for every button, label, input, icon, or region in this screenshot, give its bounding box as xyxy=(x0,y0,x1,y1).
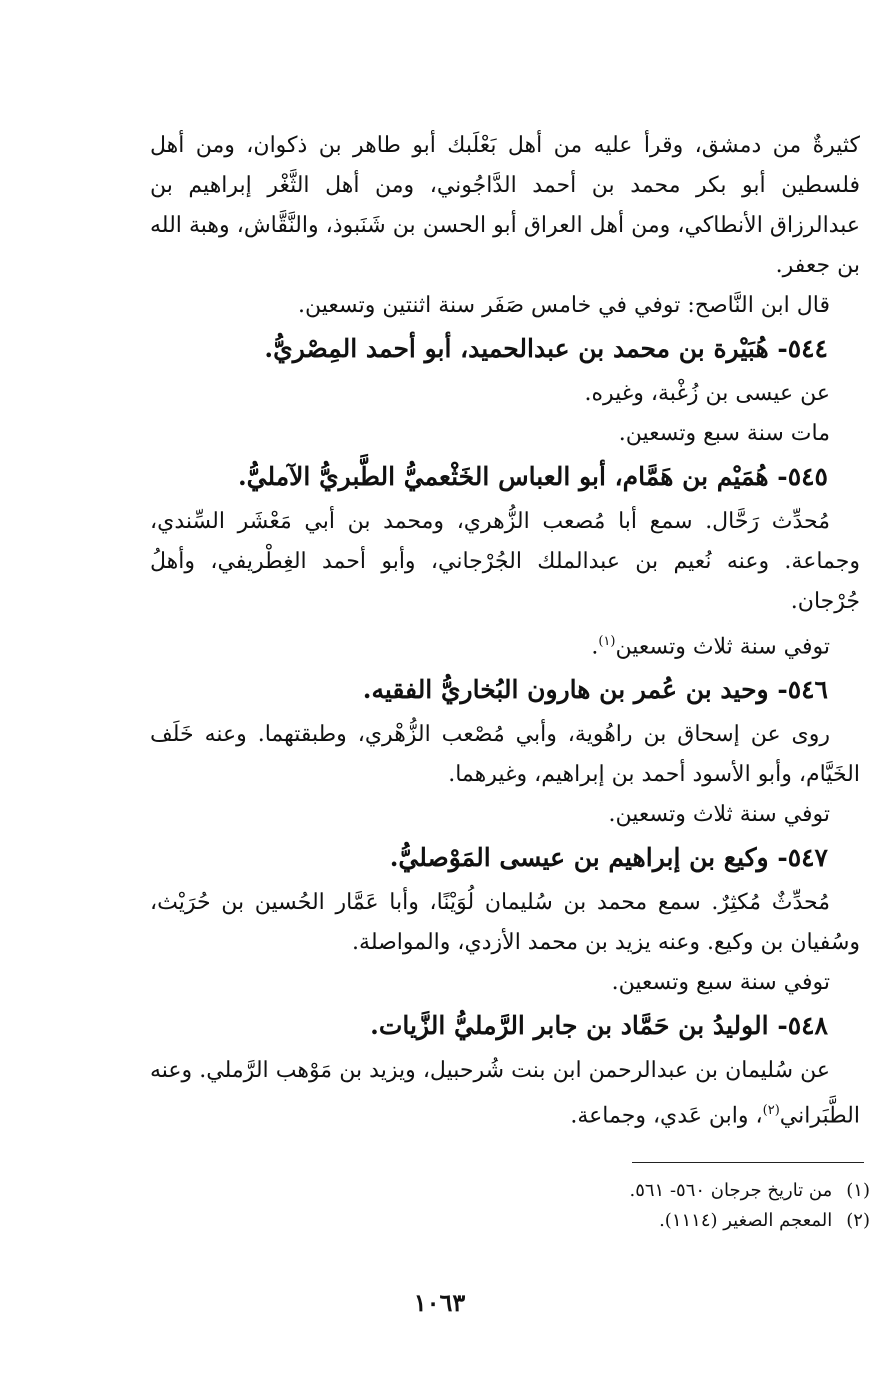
entry-heading-548: ٥٤٨- الوليدُ بن حَمَّاد بن جابر الرَّمليُّ الزَّيات. xyxy=(370,1011,828,1041)
entry-548-text-a: عن سُليمان بن عبدالرحمن ابن بنت شُرحبيل، ويزيد بن مَوْهب الرَّملي. وعنه الطَّبَراني xyxy=(150,1058,860,1129)
death-date-paragraph: قال ابن النَّاصح: توفي في خامس صَفَر سنة اثنتين وتسعين. xyxy=(298,293,830,318)
entry-545-death xyxy=(150,622,860,667)
footnote-text-1: من تاريخ جرجان ٥٦٠- ٥٦١. xyxy=(629,1180,833,1201)
entry-548-text xyxy=(150,1051,860,1136)
footnotes xyxy=(400,1176,870,1236)
footnote-marker-2: (٢) xyxy=(846,1210,870,1231)
entry-heading-544: ٥٤٤- هُبَيْرة بن محمد بن عبدالحميد، أبو أحمد المِصْريُّ. xyxy=(264,334,828,363)
entry-547-death: توفي سنة سبع وتسعين. xyxy=(611,970,830,996)
page-number: ١٠٦٣ xyxy=(413,1288,466,1317)
entry-547-text: مُحدِّثٌ مُكثِرٌ. سمع محمد بن سُليمان لُوَيْنًا، وأبا عَمَّار الحُسين بن حُرَيْث، وسُفيان بن وكيع. وعنه يزيد بن محمد الأزدي، والمواصلة. xyxy=(150,890,860,956)
footnote-text-2: المعجم الصغير (١١١٤). xyxy=(659,1210,833,1231)
entry-545-text: مُحدِّث رَحَّال. سمع أبا مُصعب الزُّهري، ومحمد بن أبي مَعْشَر السِّندي، وجماعة. وعنه نُعيم بن عبدالملك الجُرْجاني، وأبو أحمد الغِطْريفي، وأهلُ جُرْجان. xyxy=(150,509,860,614)
entry-heading-546: ٥٤٦- وحيد بن عُمر بن هارون البُخاريُّ الفقيه. xyxy=(362,675,828,705)
footnote-ref-1: (١) xyxy=(598,634,616,649)
entry-546-death: توفي سنة ثلاث وتسعين. xyxy=(608,802,830,828)
footnote-marker-1: (١) xyxy=(846,1180,870,1201)
continuation-paragraph: كثيرةٌ من دمشق، وقرأ عليه من أهل بَعْلَبك أبو طاهر بن ذكوان، ومن أهل فلسطين أبو بكر محمد بن أحمد الدَّاجُوني، ومن أهل الثَّغْر إبراهيم بن عبدالرزاق الأنطاكي، ومن أهل العراق أبو الحسن بن شَنَبوذ، والنَّقَّاش، وهبة الله بن جعفر. xyxy=(150,133,860,278)
entry-544-text: عن عيسى بن زُغْبة، وغيره. xyxy=(584,381,830,406)
entry-heading-547: ٥٤٧- وكيع بن إبراهيم بن عيسى المَوْصليُّ. xyxy=(389,843,828,873)
entry-heading-545: ٥٤٥- هُمَيْم بن هَمَّام، أبو العباس الخَثْعميُّ الطَّبريُّ الآمليُّ. xyxy=(237,462,828,491)
entry-545-death-text: توفي سنة ثلاث وتسعين xyxy=(615,634,830,660)
footnote-1 xyxy=(400,1176,870,1206)
footnote-divider xyxy=(632,1162,864,1163)
entry-548-text-b: ، وابن عَدي، وجماعة. xyxy=(570,1103,763,1129)
footnote-2 xyxy=(400,1206,870,1236)
main-text xyxy=(150,126,860,1137)
entry-544-death: مات سنة سبع وتسعين. xyxy=(618,421,830,446)
entry-545-death-end: . xyxy=(591,634,599,660)
entry-546-text: روى عن إسحاق بن راهُوية، وأبي مُصْعب الزُّهْري، وطبقتهما. وعنه خَلَف الخَيَّام، وأبو الأسود أحمد بن إبراهيم، وغيرهما. xyxy=(150,722,860,788)
footnote-ref-2: (٢) xyxy=(762,1103,780,1119)
